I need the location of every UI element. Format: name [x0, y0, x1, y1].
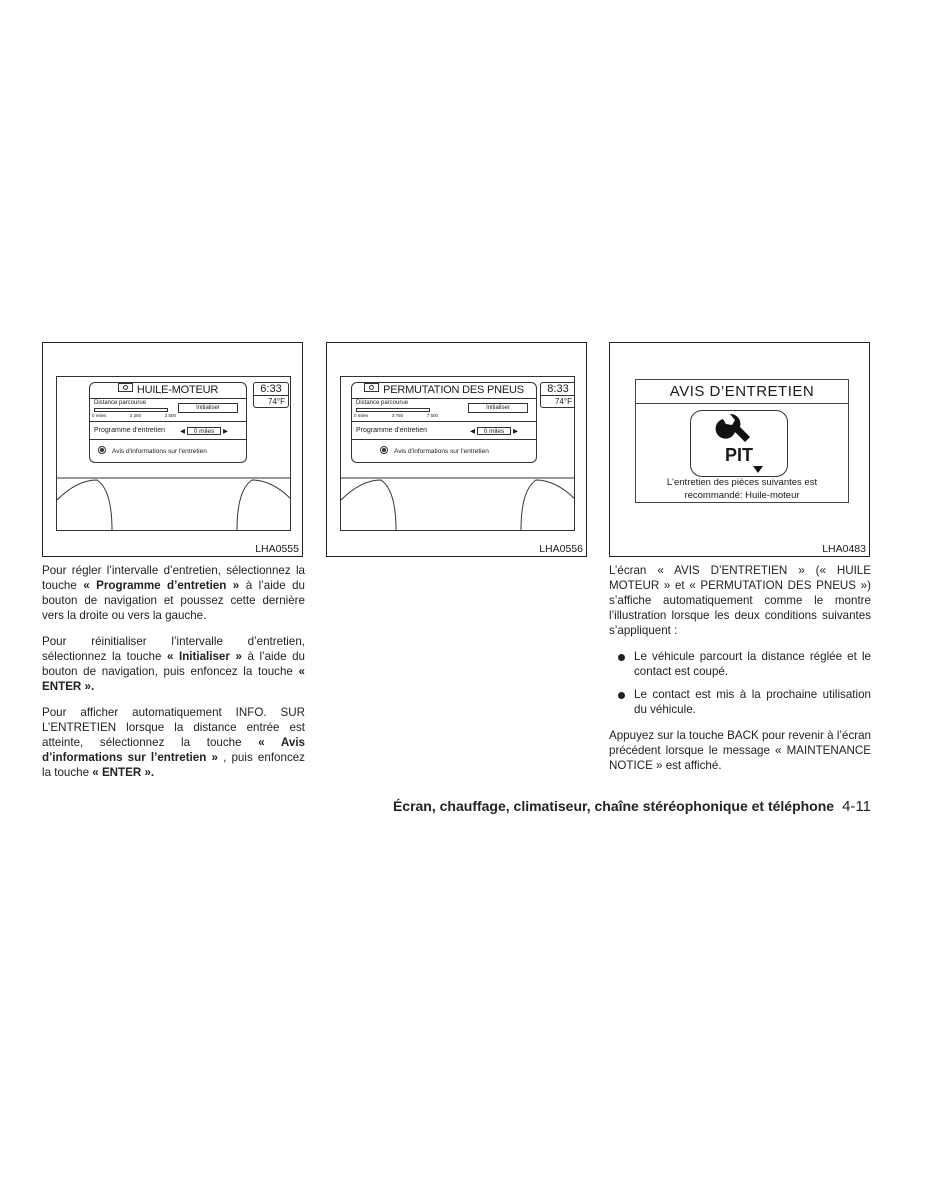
divider: [352, 421, 536, 422]
divider: [352, 439, 536, 440]
arrow-right-icon[interactable]: ▶: [513, 427, 518, 435]
figure-permutation-pneus: [326, 342, 587, 557]
distance-label: Distance parcourue: [94, 400, 147, 406]
reset-button[interactable]: Initialiser: [468, 403, 528, 413]
settings-window: [89, 382, 247, 463]
reset-button[interactable]: Initialiser: [178, 403, 238, 413]
schedule-selector[interactable]: [470, 425, 522, 436]
figure-avis-entretien: [609, 342, 870, 557]
list-item: Le contact est mis à la prochaine utilisation du véhicule.: [609, 687, 871, 717]
notice-title: AVIS D’ENTRETIEN: [636, 383, 848, 404]
clock-time: 6:33: [254, 383, 288, 396]
window-title: HUILE-MOTEUR: [90, 383, 246, 399]
dashboard-outline: [341, 470, 575, 530]
list-item: Le véhicule parcourt la distance réglée et le contact est coupé.: [609, 649, 871, 679]
figure-huile-moteur: [42, 342, 303, 557]
dashboard-outline: [57, 470, 291, 530]
arrow-left-icon[interactable]: ◀: [180, 427, 185, 435]
clock-panel: [253, 382, 289, 408]
arrow-left-icon[interactable]: ◀: [470, 427, 475, 435]
display-screen: [56, 376, 291, 531]
oil-icon: [118, 383, 133, 392]
paragraph-intro: L’écran « AVIS D’ENTRETIEN » (« HUILE MOTEUR » et « PERMUTATION DES PNEUS ») s’affiche automatiquement comme le montre l’illustration lorsque les deux conditions suivantes s’appliquent :: [609, 564, 871, 637]
tire-icon: [364, 383, 379, 392]
notice-option[interactable]: Avis d'informations sur l'entretien: [380, 446, 489, 455]
notice-message: L'entretien des pièces suivantes est recommandé: Huile-moteur: [666, 477, 818, 501]
radio-icon[interactable]: [380, 446, 388, 454]
left-column: [42, 563, 305, 791]
pit-label: PIT: [724, 445, 753, 465]
temperature: 74°F: [555, 397, 572, 406]
divider: [90, 421, 246, 422]
temperature: 74°F: [268, 397, 285, 406]
maintenance-notice-screen: [635, 379, 849, 503]
clock-time: 8:33: [541, 383, 575, 396]
paragraph-set-interval: Pour régler l’intervalle d’entretien, sélectionnez la touche « Programme d’entretien » à l’aide du bouton de navigation et poussez cette dernière vers la droite ou vers la gauche.: [42, 564, 306, 622]
paragraph-reset-interval: Pour réinitialiser l’intervalle d’entretien, sélectionnez la touche « Initialiser » à l’aide du bouton de navigation, puis enfoncez la touche « ENTER ».: [42, 635, 305, 693]
arrow-right-icon[interactable]: ▶: [223, 427, 228, 435]
section-title: Écran, chauffage, climatiseur, chaîne stéréophonique et téléphone: [392, 798, 835, 814]
distance-ticks: 0 miles 2 250 2 500: [92, 413, 176, 418]
pit-badge: [690, 410, 788, 477]
window-title: PERMUTATION DES PNEUS: [352, 383, 536, 399]
schedule-value: 0 miles: [187, 427, 221, 435]
paragraph-auto-notice: Pour afficher automatiquement INFO. SUR L’ENTRETIEN lorsque la distance entrée est atteinte, sélectionnez la touche « Avis d’informations sur l’entretien » , puis enfoncez la touche « ENTER ».: [42, 706, 305, 779]
notice-option[interactable]: Avis d'informations sur l'entretien: [98, 446, 207, 455]
schedule-label: Programme d'entretien: [94, 427, 165, 434]
page-footer: [300, 798, 871, 815]
right-column: [609, 563, 871, 784]
settings-window: [351, 382, 537, 463]
figure-code: LHA0483: [822, 543, 866, 555]
conditions-list: [609, 649, 871, 717]
figure-code: LHA0555: [255, 543, 299, 555]
schedule-selector[interactable]: [180, 425, 232, 436]
page-number: 4-11: [842, 798, 871, 815]
schedule-value: 0 miles: [477, 427, 511, 435]
paragraph-back: Appuyez sur la touche BACK pour revenir à l’écran précédent lorsque le message « MAINTENANCE NOTICE » est affiché.: [609, 729, 871, 772]
distance-ticks: 0 miles 3 750 7 500: [354, 413, 438, 418]
distance-label: Distance parcourue: [356, 400, 409, 406]
distance-bar: [94, 408, 168, 412]
distance-bar: [356, 408, 430, 412]
schedule-label: Programme d'entretien: [356, 427, 427, 434]
display-screen: [340, 376, 575, 531]
radio-icon[interactable]: [98, 446, 106, 454]
divider: [90, 439, 246, 440]
clock-panel: [540, 382, 575, 408]
figure-code: LHA0556: [539, 543, 583, 555]
